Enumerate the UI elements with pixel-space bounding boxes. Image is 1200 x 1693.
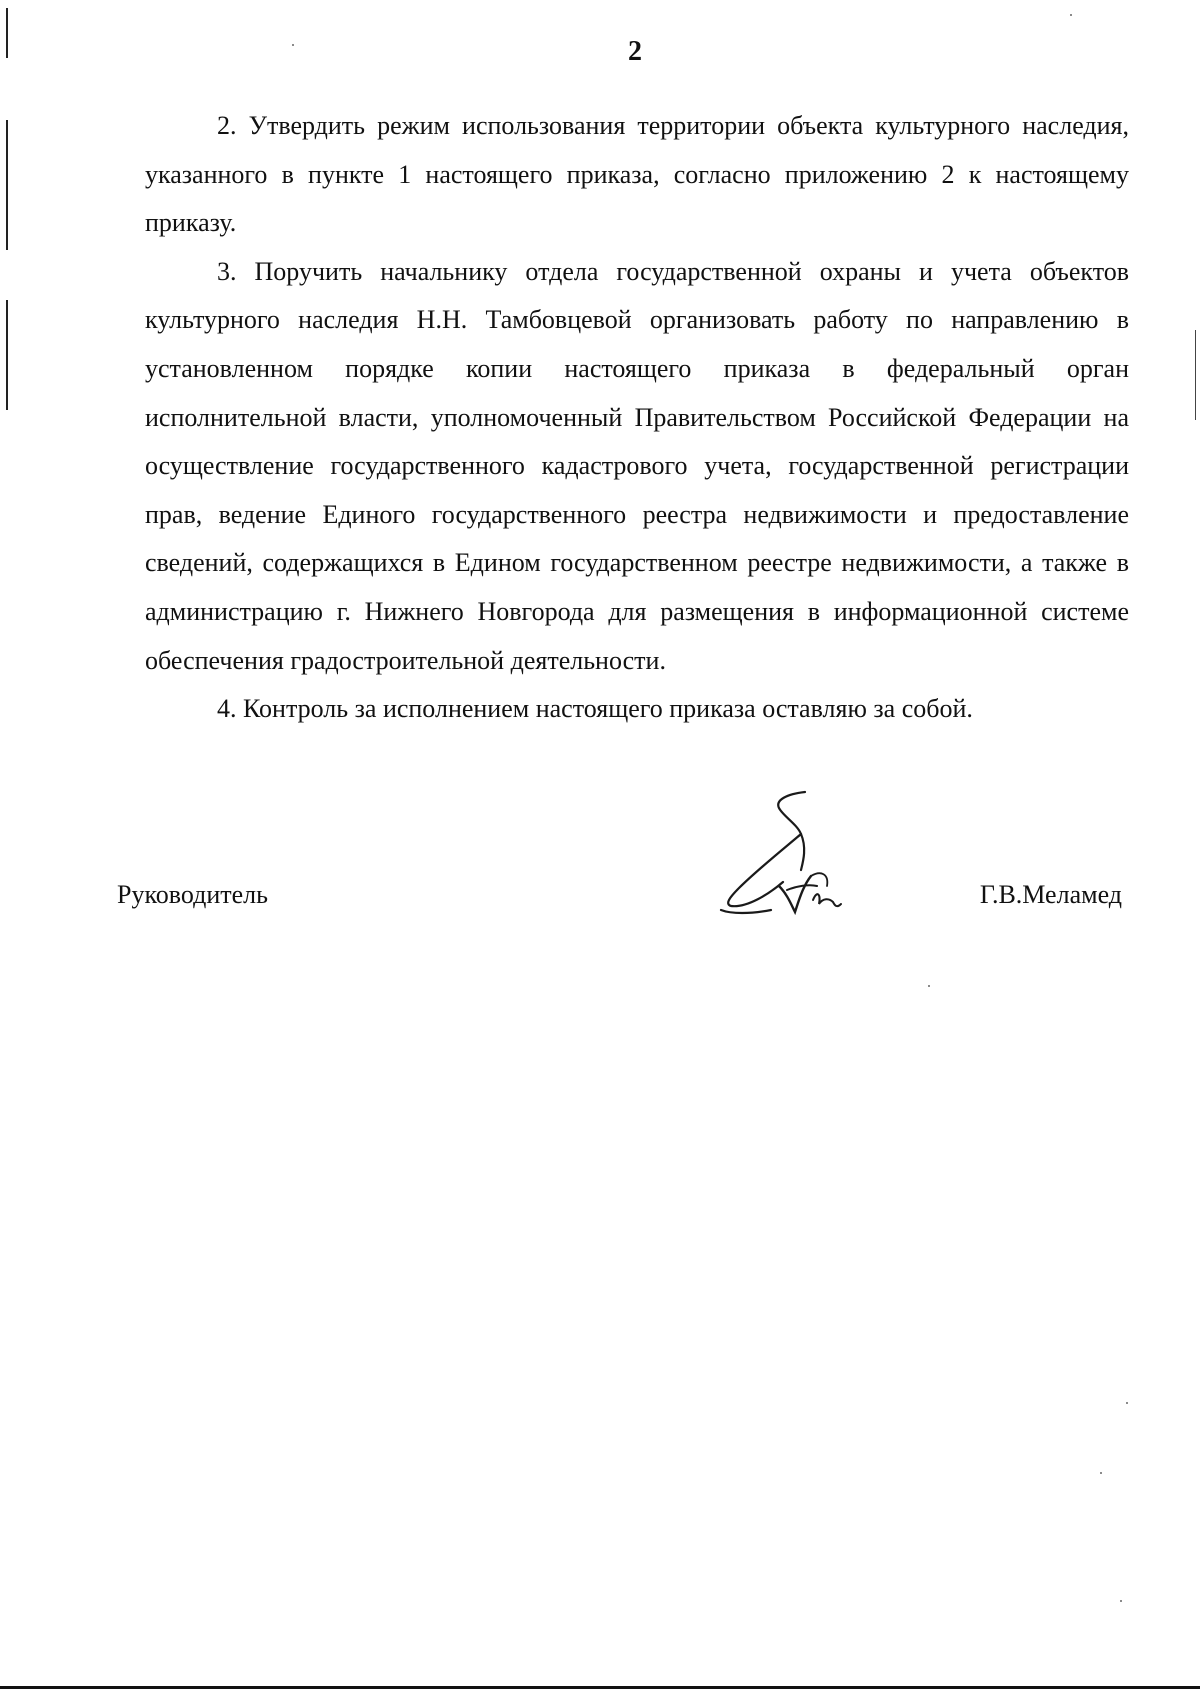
scan-speck [1126, 1402, 1128, 1404]
scan-speck [928, 985, 930, 987]
scan-speck [1120, 1600, 1122, 1602]
scan-edge-mark [6, 120, 8, 250]
signatory-role: Руководитель [117, 880, 268, 909]
paragraph-approve-regime: 2. Утвердить режим использования территории объекта культурного наследия, указанного в пункте 1 настоящего приказа, согласно приложению 2 к настоящему приказу. [145, 111, 1129, 238]
scan-speck [1070, 14, 1072, 16]
signatory-name: Г.В.Меламед [979, 880, 1122, 909]
page-number: 2 [628, 36, 642, 67]
scan-edge-mark [1195, 330, 1196, 420]
handwritten-signature [717, 790, 857, 930]
signature-block [117, 790, 1122, 940]
paragraph-assign-task: 3. Поручить начальнику отдела государственной охраны и учета объектов культурного наследия Н.Н. Тамбовцевой организовать работу по направлению в установленном порядке копии настоящего приказа в федеральный орган исполнительной власти, уполномоченный Правительством Российской Федерации на осуществление государственного кадастрового учета, государственной регистрации прав, ведение Единого государственного реестра недвижимости и предоставление сведений, содержащихся в Едином государственном реестре недвижимости, а также в администрацию г. Нижнего Новгорода для размещения в информационной системе обеспечения градостроительной деятельности. [145, 256, 1129, 675]
document-body [145, 102, 1129, 734]
scan-edge-mark [6, 300, 8, 410]
scan-speck [1100, 1472, 1102, 1474]
paragraph-control: 4. Контроль за исполнением настоящего приказа оставляю за собой. [217, 694, 973, 724]
scan-bottom-edge [0, 1686, 1200, 1689]
